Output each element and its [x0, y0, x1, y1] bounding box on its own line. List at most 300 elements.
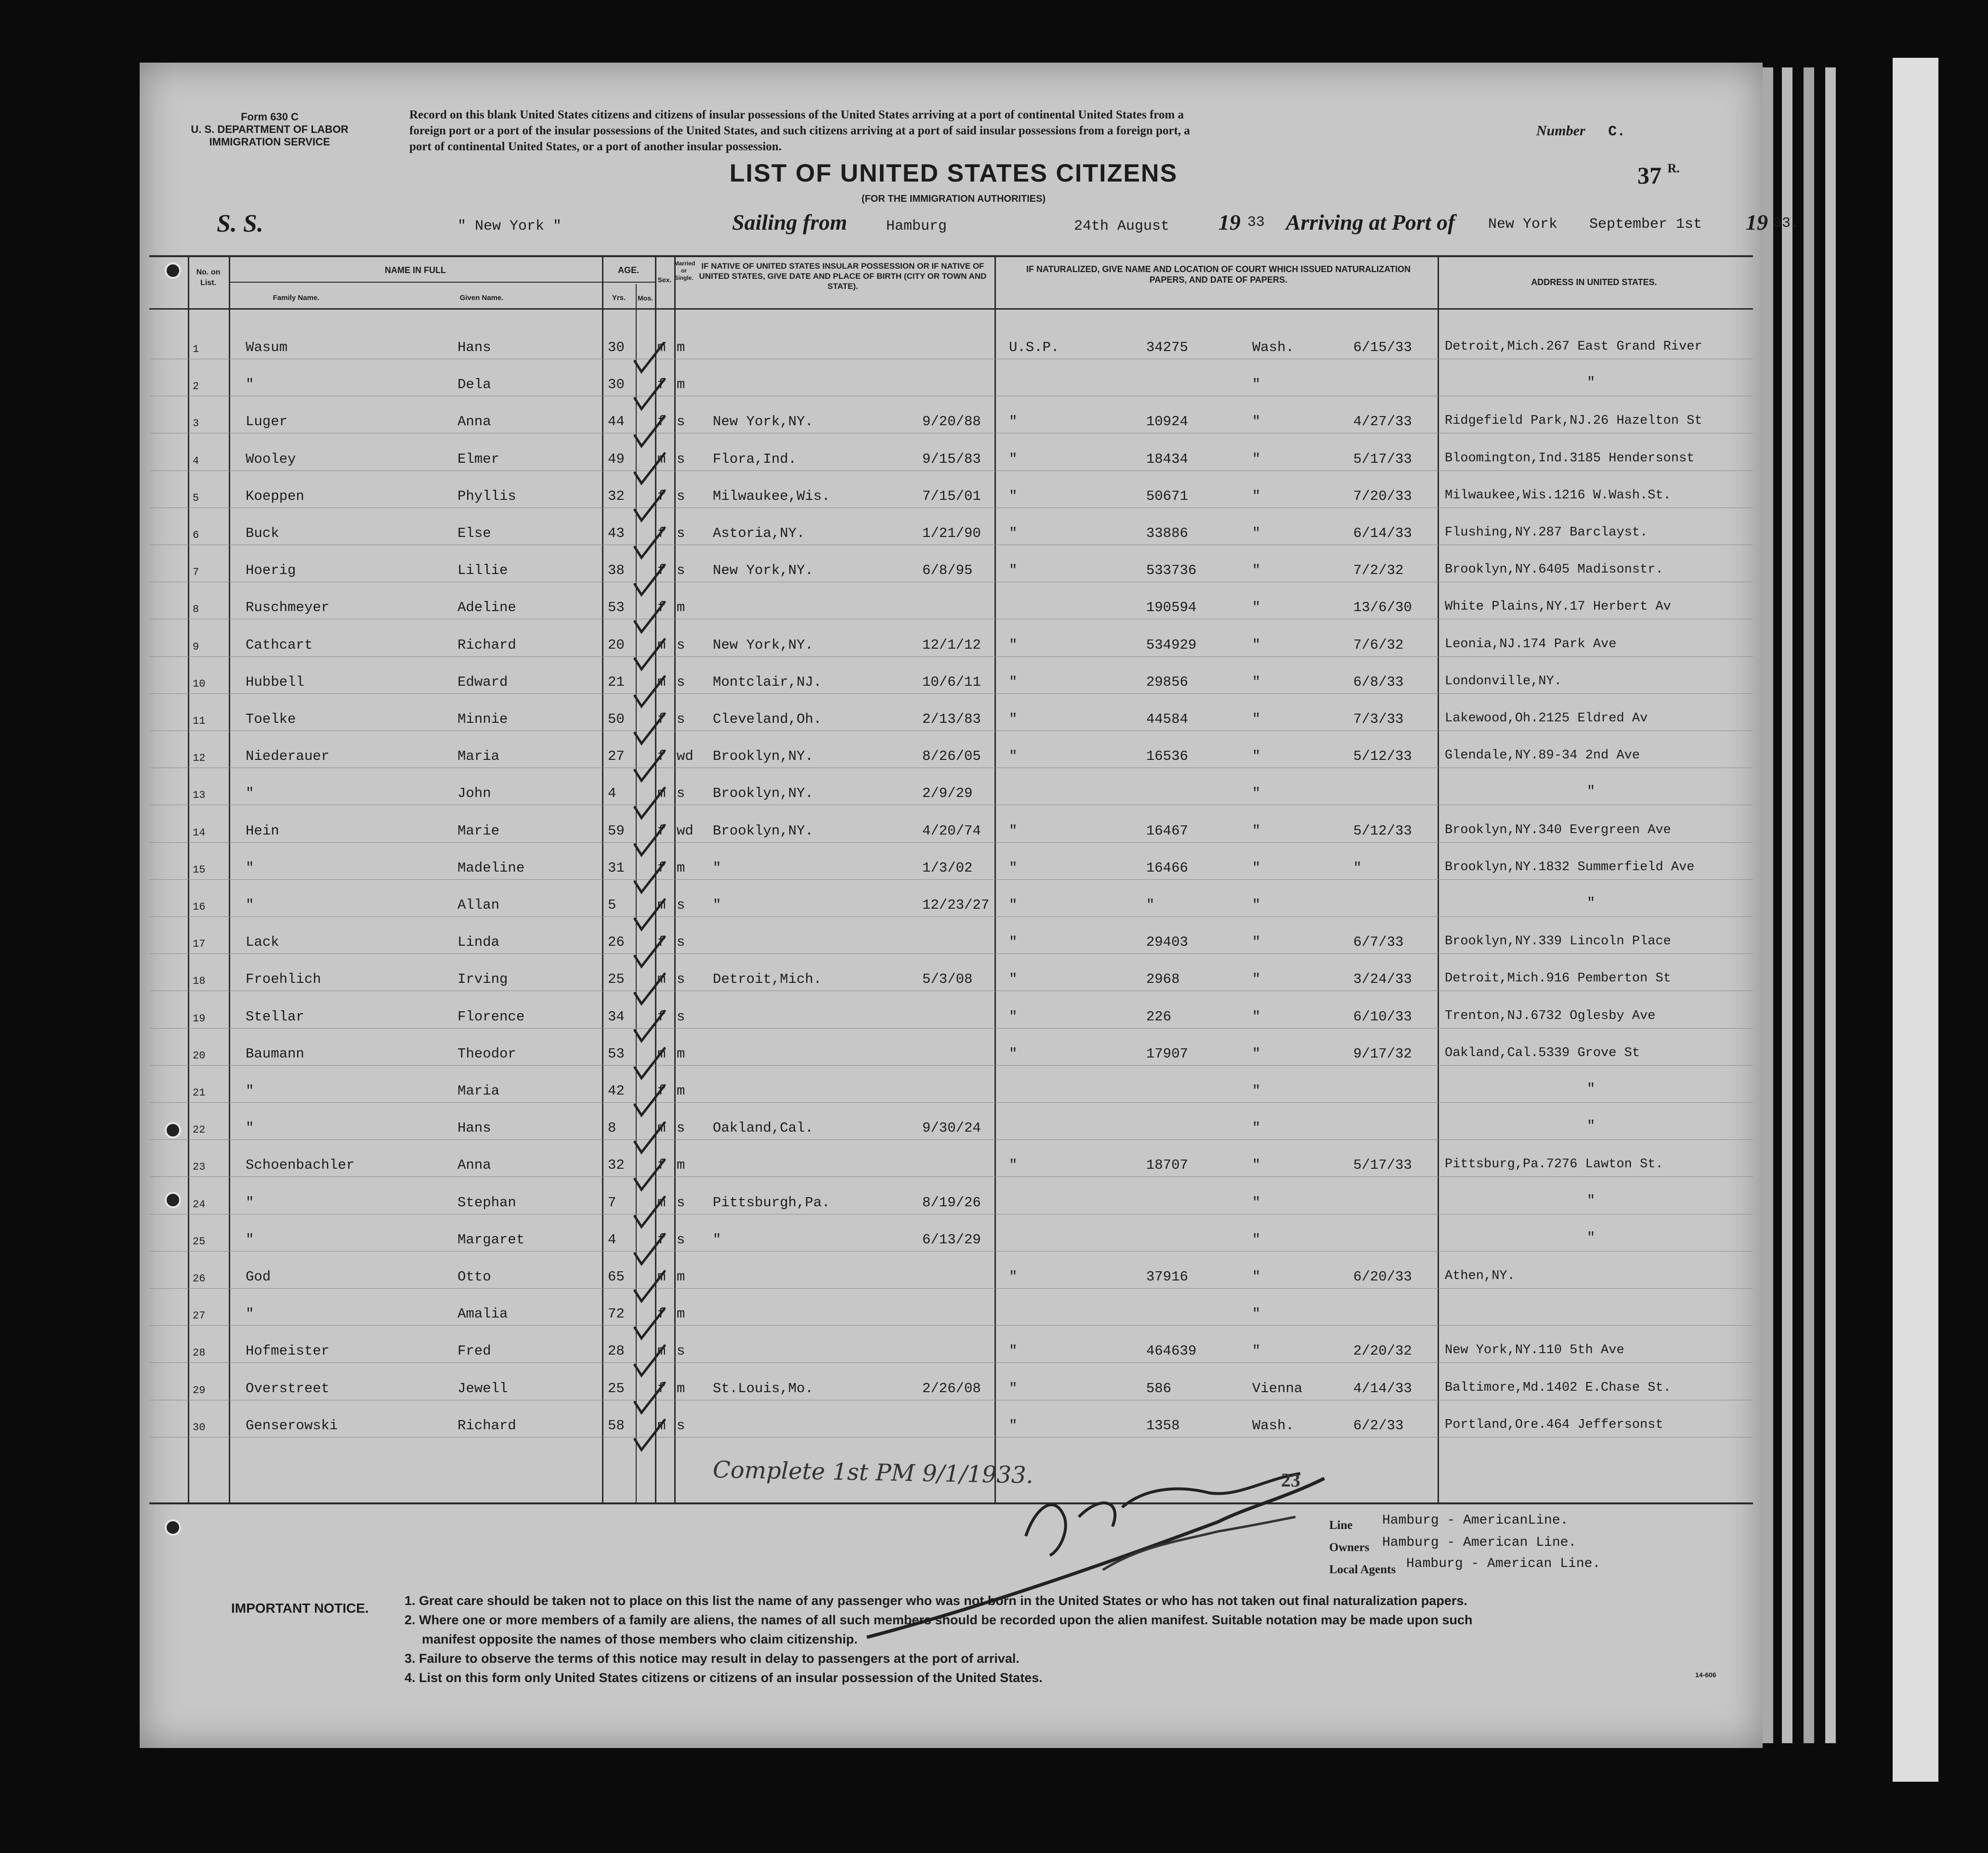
birth-place: Astoria,NY.: [713, 525, 805, 541]
check-mark: [635, 1308, 665, 1338]
row-rule: [149, 916, 1753, 917]
age-years: 27: [608, 748, 625, 765]
naturalization-number: 29403: [1146, 934, 1189, 951]
address: New York,NY.110 5th Ave: [1445, 1343, 1624, 1358]
naturalization-court: ": [1252, 971, 1261, 988]
naturalization-number: ": [1146, 897, 1155, 913]
naturalization-prefix: ": [1009, 971, 1018, 988]
naturalization-court: ": [1252, 711, 1261, 727]
age-years: 4: [608, 785, 616, 802]
birth-place: New York,NY.: [713, 562, 813, 579]
family-name: Hoerig: [246, 562, 296, 579]
row-number: 3: [193, 418, 199, 430]
naturalization-prefix: ": [1009, 748, 1018, 765]
naturalization-date: 6/8/33: [1353, 674, 1404, 690]
marital-status: s: [677, 488, 685, 504]
naturalization-number: 33886: [1146, 525, 1189, 541]
naturalization-prefix: ": [1009, 1157, 1018, 1174]
family-name: Froehlich: [246, 971, 321, 988]
address: Brooklyn,NY.339 Lincoln Place: [1445, 934, 1671, 949]
row-rule: [149, 1028, 1753, 1029]
print-code: 14-606: [1695, 1671, 1716, 1679]
naturalization-date: 7/6/32: [1353, 637, 1404, 653]
naturalization-court: Wash.: [1252, 1417, 1295, 1434]
naturalization-date: 4/14/33: [1353, 1380, 1412, 1396]
sailing-year: 33: [1247, 214, 1265, 231]
arriving-year: 33.: [1773, 215, 1800, 232]
check-mark: [635, 379, 665, 409]
row-number: 30: [193, 1421, 206, 1434]
marital-status: s: [677, 451, 685, 467]
header-name-in-full: NAME IN FULL: [385, 265, 446, 275]
header-age: AGE.: [617, 265, 639, 275]
age-years: 38: [608, 562, 625, 579]
birth-place: Cleveland,Oh.: [713, 711, 822, 727]
punch-hole: [165, 1192, 181, 1208]
naturalization-date: 5/12/33: [1353, 748, 1412, 765]
page-edge-strip: [1804, 67, 1814, 1743]
naturalization-number: 533736: [1146, 562, 1197, 579]
agents-label: Local Agents: [1329, 1563, 1396, 1576]
marital-status: m: [677, 1083, 685, 1099]
naturalization-date: 6/20/33: [1353, 1269, 1412, 1285]
given-name: Richard: [458, 637, 516, 653]
given-name: Madeline: [458, 860, 525, 876]
age-subheader-line: [602, 282, 655, 283]
naturalization-court: ": [1252, 637, 1261, 653]
address: Londonville,NY.: [1445, 674, 1562, 689]
naturalization-number: 16536: [1146, 748, 1189, 765]
owners-value: Hamburg - American Line.: [1382, 1535, 1577, 1550]
naturalization-court: ": [1252, 1008, 1261, 1025]
page-number: [1637, 161, 1680, 189]
age-years: 59: [608, 822, 625, 839]
check-mark: [635, 862, 665, 892]
row-number: 1: [193, 343, 199, 355]
given-name: Elmer: [458, 451, 500, 467]
notice-items: [405, 1591, 1753, 1687]
birth-place: Oakland,Cal.: [713, 1120, 813, 1136]
naturalization-prefix: ": [1009, 934, 1018, 951]
row-number: 2: [193, 380, 199, 393]
marital-status: s: [677, 414, 685, 430]
header-address: ADDRESS IN UNITED STATES.: [1531, 277, 1657, 287]
naturalization-prefix: ": [1009, 1269, 1018, 1285]
address-ditto: ": [1587, 375, 1596, 391]
marital-status: m: [677, 1269, 685, 1285]
family-name: Genserowski: [246, 1417, 338, 1434]
naturalization-number: 190594: [1146, 600, 1197, 616]
naturalization-court: ": [1252, 488, 1261, 504]
birth-date: 6/8/95: [922, 562, 973, 579]
sheet-code: 23: [1281, 1469, 1300, 1491]
check-mark: [635, 454, 665, 483]
age-years: 53: [608, 600, 625, 616]
marital-status: wd: [677, 822, 693, 839]
address: Bloomington,Ind.3185 Hendersonst: [1445, 451, 1695, 466]
naturalization-number: 586: [1146, 1380, 1172, 1396]
handwritten-note: Complete 1st PM 9/1/1933.: [712, 1456, 1034, 1489]
check-mark: [635, 602, 665, 632]
naturalization-court: Vienna: [1252, 1380, 1303, 1396]
sex: m: [657, 1269, 666, 1285]
name-subheader-line: [229, 282, 602, 283]
notice-label: IMPORTANT NOTICE.: [231, 1601, 369, 1616]
naturalization-court: ": [1252, 1045, 1261, 1062]
birth-date: 2/26/08: [922, 1380, 981, 1396]
naturalization-date: 7/20/33: [1353, 488, 1412, 504]
age-years: 28: [608, 1343, 625, 1359]
naturalization-number: 534929: [1146, 637, 1197, 653]
family-name: Hubbell: [246, 674, 304, 690]
given-name: Hans: [458, 1120, 491, 1136]
marital-status: s: [677, 1008, 685, 1025]
header-given-name: Given Name.: [459, 294, 504, 302]
marital-status: s: [677, 562, 685, 579]
family-name: Koeppen: [246, 488, 304, 504]
row-rule: [149, 879, 1753, 880]
given-name: Amalia: [458, 1306, 508, 1322]
marital-status: m: [677, 1306, 685, 1322]
birth-date: 9/20/88: [922, 414, 981, 430]
row-number: 13: [193, 789, 206, 802]
given-name: Edward: [458, 674, 508, 690]
age-years: 25: [608, 1380, 625, 1396]
birth-place: New York,NY.: [713, 637, 813, 653]
birth-date: 10/6/11: [922, 674, 981, 690]
naturalization-court: ": [1252, 1306, 1261, 1322]
family-name: ": [246, 1231, 254, 1248]
header-married-single: Married or Single.: [674, 260, 695, 281]
given-name: Anna: [458, 414, 491, 430]
notice-item: 4. List on this form only United States citizens or citizens of an insular possession of the United States.: [405, 1670, 1043, 1685]
age-years: 30: [608, 377, 625, 393]
birth-date: 1/21/90: [922, 525, 981, 541]
notice-item: manifest opposite the names of those members who claim citizenship.: [422, 1632, 858, 1646]
naturalization-prefix: ": [1009, 1343, 1018, 1359]
given-name: Stephan: [458, 1194, 516, 1211]
given-name: Margaret: [458, 1231, 525, 1248]
family-name: Luger: [246, 414, 288, 430]
given-name: Irving: [458, 971, 508, 988]
check-mark: [635, 565, 665, 595]
marital-status: m: [677, 860, 685, 876]
check-mark: [635, 1122, 665, 1152]
sex: m: [657, 1120, 666, 1136]
age-years: 20: [608, 637, 625, 653]
naturalization-number: 226: [1146, 1008, 1172, 1025]
marital-status: s: [677, 1343, 685, 1359]
naturalization-prefix: U.S.P.: [1009, 339, 1059, 355]
family-name: Ruschmeyer: [246, 600, 330, 616]
marital-status: s: [677, 971, 685, 988]
naturalization-prefix: ": [1009, 562, 1018, 579]
check-mark: [635, 937, 665, 966]
agents-value: Hamburg - American Line.: [1406, 1556, 1601, 1571]
given-name: Florence: [458, 1008, 525, 1025]
birth-date: 6/13/29: [922, 1231, 981, 1248]
family-name: God: [246, 1269, 271, 1285]
row-number: 8: [193, 603, 199, 616]
naturalization-prefix: ": [1009, 822, 1018, 839]
header-no-on-list: No. on List.: [196, 268, 221, 287]
age-years: 50: [608, 711, 625, 727]
row-rule: [149, 1139, 1753, 1140]
naturalization-number: 1358: [1146, 1417, 1180, 1434]
marital-status: s: [677, 1120, 685, 1136]
punch-hole: [165, 1519, 181, 1536]
birth-place: ": [713, 1231, 721, 1248]
given-name: Otto: [458, 1269, 491, 1285]
check-mark: [635, 900, 665, 929]
row-rule: [149, 470, 1753, 471]
header-yrs: Yrs.: [612, 294, 626, 302]
sex: f: [657, 1306, 666, 1322]
naturalization-court: ": [1252, 451, 1261, 467]
page-edge-strip: [1825, 67, 1836, 1743]
sex: f: [657, 822, 666, 839]
family-name: Hein: [246, 822, 279, 839]
naturalization-number: 464639: [1146, 1343, 1197, 1359]
naturalization-date: 13/6/30: [1353, 600, 1412, 616]
naturalization-date: 9/17/32: [1353, 1045, 1412, 1062]
row-rule: [149, 1176, 1753, 1177]
row-number: 27: [193, 1310, 206, 1322]
naturalization-number: 2968: [1146, 971, 1180, 988]
family-name: Overstreet: [246, 1380, 330, 1396]
age-years: 32: [608, 488, 625, 504]
naturalization-number: 17907: [1146, 1045, 1189, 1062]
check-mark: [635, 1380, 666, 1413]
age-years: 72: [608, 1306, 625, 1322]
marital-status: s: [677, 674, 685, 690]
naturalization-number: 18434: [1146, 451, 1189, 467]
family-name: Baumann: [246, 1045, 304, 1062]
row-number: 12: [193, 752, 206, 765]
table-top-border: [149, 255, 1753, 257]
naturalization-court: ": [1252, 600, 1261, 616]
punch-hole: [165, 1122, 181, 1138]
age-years: 58: [608, 1417, 625, 1434]
given-name: Maria: [458, 1083, 500, 1099]
check-mark: [635, 788, 665, 818]
header-mos: Mos.: [638, 294, 653, 302]
birth-date: 12/1/12: [922, 637, 981, 653]
marital-status: m: [677, 1157, 685, 1174]
age-years: 49: [608, 451, 625, 467]
address: Detroit,Mich.916 Pemberton St: [1445, 971, 1671, 986]
check-mark: [635, 416, 665, 446]
birth-place: Brooklyn,NY.: [713, 785, 813, 802]
naturalization-number: 10924: [1146, 414, 1189, 430]
sex: m: [657, 1045, 666, 1062]
age-years: 42: [608, 1083, 625, 1099]
naturalization-court: ": [1252, 897, 1261, 913]
birth-date: 1/3/02: [922, 860, 973, 876]
family-name: Hofmeister: [246, 1343, 330, 1359]
row-number: 15: [193, 863, 206, 876]
marital-status: m: [677, 1380, 685, 1396]
row-number: 28: [193, 1347, 206, 1359]
service: IMMIGRATION SERVICE: [209, 136, 330, 148]
sex: f: [657, 600, 666, 616]
birth-date: 8/19/26: [922, 1194, 981, 1211]
sex: f: [657, 1008, 666, 1025]
check-mark: [635, 1160, 665, 1189]
address: Trenton,NJ.6732 Oglesby Ave: [1445, 1008, 1656, 1023]
header-native: IF NATIVE OF UNITED STATES INSULAR POSSESSION OR IF NATIVE OF UNITED STATES, GIVE DATE AND PLACE OF BIRTH (CITY OR TOWN AND STATE).: [699, 261, 987, 291]
address: Leonia,NJ.174 Park Ave: [1445, 637, 1617, 652]
check-mark: [635, 491, 665, 521]
line-label: Line: [1329, 1519, 1353, 1532]
age-years: 5: [608, 897, 616, 913]
header-family-name: Family Name.: [273, 294, 320, 302]
naturalization-number: 16466: [1146, 860, 1189, 876]
address: Brooklyn,NY.6405 Madisonstr.: [1445, 562, 1663, 577]
naturalization-court: Wash.: [1252, 339, 1295, 355]
sex: f: [657, 377, 666, 393]
naturalization-court: ": [1252, 562, 1261, 579]
naturalization-date: 5/17/33: [1353, 451, 1412, 467]
row-number: 20: [193, 1049, 206, 1062]
arriving-label: Arriving at Port of: [1286, 210, 1455, 235]
birth-place: Milwaukee,Wis.: [713, 488, 830, 504]
check-mark: [635, 1231, 666, 1264]
row-number: 25: [193, 1235, 206, 1248]
sex: m: [657, 637, 666, 653]
sex: f: [657, 414, 666, 430]
age-years: 8: [608, 1120, 616, 1136]
address-ditto: ": [1587, 1081, 1596, 1097]
sex: m: [657, 451, 666, 467]
binder-clip-edge: [1893, 58, 1938, 1782]
row-number: 7: [193, 566, 199, 579]
age-years: 31: [608, 860, 625, 876]
sailing-label: Sailing from: [732, 210, 848, 235]
row-number: 10: [193, 678, 206, 690]
given-name: John: [458, 785, 491, 802]
birth-place: Montclair,NJ.: [713, 674, 822, 690]
check-mark: [635, 1008, 666, 1041]
given-name: Theodor: [458, 1045, 516, 1062]
voyage-line: [217, 209, 1800, 248]
address-ditto: ": [1587, 1192, 1596, 1209]
row-number: 16: [193, 901, 206, 913]
number-field: [1536, 123, 1625, 140]
family-name: ": [246, 1306, 254, 1322]
naturalization-date: ": [1353, 860, 1362, 876]
address: Glendale,NY.89-34 2nd Ave: [1445, 748, 1640, 763]
naturalization-date: 6/7/33: [1353, 934, 1404, 951]
marital-status: s: [677, 785, 685, 802]
line-info: [1320, 1512, 1753, 1579]
birth-place: ": [713, 897, 721, 913]
row-rule: [149, 1251, 1753, 1252]
family-name: Lack: [246, 934, 279, 951]
naturalization-prefix: ": [1009, 1417, 1018, 1434]
naturalization-prefix: ": [1009, 451, 1018, 467]
naturalization-court: ": [1252, 1343, 1261, 1359]
page-edge-strip: [1763, 67, 1773, 1743]
page-number-value: 37: [1637, 162, 1661, 189]
family-name: Schoenbachler: [246, 1157, 355, 1174]
sailing-year-prefix: 19: [1218, 210, 1241, 235]
naturalization-court: ": [1252, 1157, 1261, 1174]
birth-place: Brooklyn,NY.: [713, 748, 813, 765]
header-sex: Sex.: [657, 276, 672, 284]
address-ditto: ": [1587, 1118, 1596, 1135]
naturalization-prefix: ": [1009, 637, 1018, 653]
naturalization-date: 5/17/33: [1353, 1157, 1412, 1174]
row-rule: [149, 842, 1753, 843]
given-name: Richard: [458, 1417, 516, 1434]
naturalization-date: 2/20/32: [1353, 1343, 1412, 1359]
naturalization-prefix: ": [1009, 414, 1018, 430]
age-years: 65: [608, 1269, 625, 1285]
given-name: Phyllis: [458, 488, 516, 504]
family-name: ": [246, 897, 254, 913]
sex: f: [657, 488, 666, 504]
family-name: ": [246, 860, 254, 876]
naturalization-date: 5/12/33: [1353, 822, 1412, 839]
check-mark: [635, 751, 665, 781]
marital-status: m: [677, 600, 685, 616]
given-name: Anna: [458, 1157, 491, 1174]
naturalization-date: 6/2/33: [1353, 1417, 1404, 1434]
age-years: 26: [608, 934, 625, 951]
punch-hole: [165, 262, 181, 279]
check-mark: [635, 1045, 666, 1078]
birth-date: 2/13/83: [922, 711, 981, 727]
marital-status: s: [677, 934, 685, 951]
manifest-page: [140, 63, 1800, 1748]
check-mark: [635, 822, 666, 855]
naturalization-court: ": [1252, 377, 1261, 393]
marital-status: m: [677, 1045, 685, 1062]
sex: f: [657, 1157, 666, 1174]
sailing-port: Hamburg: [886, 218, 947, 235]
naturalization-court: ": [1252, 748, 1261, 765]
birth-date: 12/23/27: [922, 897, 990, 913]
naturalization-date: 6/15/33: [1353, 339, 1412, 355]
check-mark: [635, 639, 665, 669]
intro-text: [409, 107, 1613, 155]
naturalization-prefix: ": [1009, 674, 1018, 690]
ship-name: " New York ": [458, 218, 562, 235]
sex: m: [657, 339, 666, 355]
sex: f: [657, 1380, 666, 1396]
naturalization-court: ": [1252, 1194, 1261, 1211]
row-number: 24: [193, 1198, 206, 1211]
row-rule: [149, 1102, 1753, 1103]
marital-status: s: [677, 1194, 685, 1211]
given-name: Jewell: [458, 1380, 508, 1396]
naturalization-number: 16467: [1146, 822, 1189, 839]
family-name: ": [246, 1083, 254, 1099]
given-name: Minnie: [458, 711, 508, 727]
marital-status: s: [677, 637, 685, 653]
birth-date: 8/26/05: [922, 748, 981, 765]
birth-date: 9/30/24: [922, 1120, 981, 1136]
sex: m: [657, 1194, 666, 1211]
address: Brooklyn,NY.1832 Summerfield Ave: [1445, 860, 1695, 874]
form-block: [169, 111, 371, 148]
intro-line: port of continental United States, or a port of another insular possession.: [409, 140, 782, 153]
sex: f: [657, 562, 666, 579]
address: Lakewood,Oh.2125 Eldred Av: [1445, 711, 1648, 726]
address: White Plains,NY.17 Herbert Av: [1445, 600, 1671, 614]
given-name: Marie: [458, 822, 500, 839]
